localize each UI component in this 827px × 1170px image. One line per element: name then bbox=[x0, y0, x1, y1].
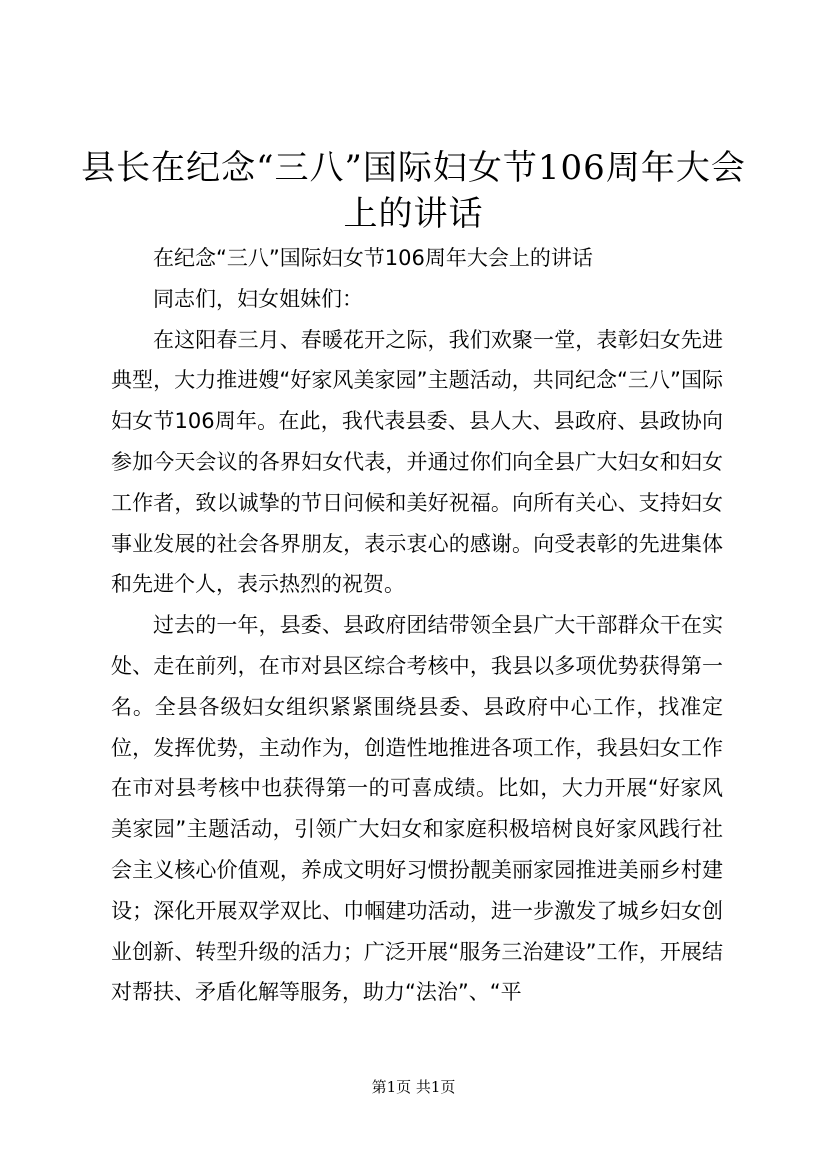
paragraph-review: 过去的一年，县委、县政府团结带领全县广大干部群众干在实处、走在前列，在市对县区综合考核中，我县以多项优势获得第一名。全县各级妇女组织紧紧围绕县委、县政府中心工作，找准定位，发挥优势，主动作为，创造性地推进各项工作，我县妇女工作在市对县考核中也获得第一的可喜成绩。比如，大力开展“好家风美家园”主题活动，引领广大妇女和家庭积极培树良好家风践行社会主义核心价值观，养成文明好习惯扮靓美丽家园推进美丽乡村建设；深化开展双学双比、巾帼建功活动，进一步激发了城乡妇女创业创新、转型升级的活力；广泛开展“服务三治建设”工作，开展结对帮扶、矛盾化解等服务，助力“法治”、“平 bbox=[111, 613, 723, 1005]
document-title: 县长在纪念“三八”国际妇女节106周年大会上的讲话 bbox=[81, 148, 746, 234]
paragraph-opening: 在这阳春三月、春暖花开之际，我们欢聚一堂，表彰妇女先进典型，大力推进嫂“好家风美家园”主题活动，共同纪念“三八”国际妇女节106周年。在此，我代表县委、县人大、县政府、县政协向参加今天会议的各界妇女代表，并通过你们向全县广大妇女和妇女工作者，致以诚挚的节日问候和美好祝福。向所有关心、支持妇女事业发展的社会各界朋友，表示衷心的感谢。向受表彰的先进集体和先进个人，表示热烈的祝贺。 bbox=[111, 327, 723, 597]
paragraph-subtitle: 在纪念“三八”国际妇女节106周年大会上的讲话 bbox=[153, 246, 593, 270]
document-body bbox=[111, 238, 723, 1013]
paragraph-salutation: 同志们，妇女姐妹们： bbox=[153, 286, 363, 311]
page-footer: 第1页 共1页 bbox=[371, 1078, 456, 1096]
